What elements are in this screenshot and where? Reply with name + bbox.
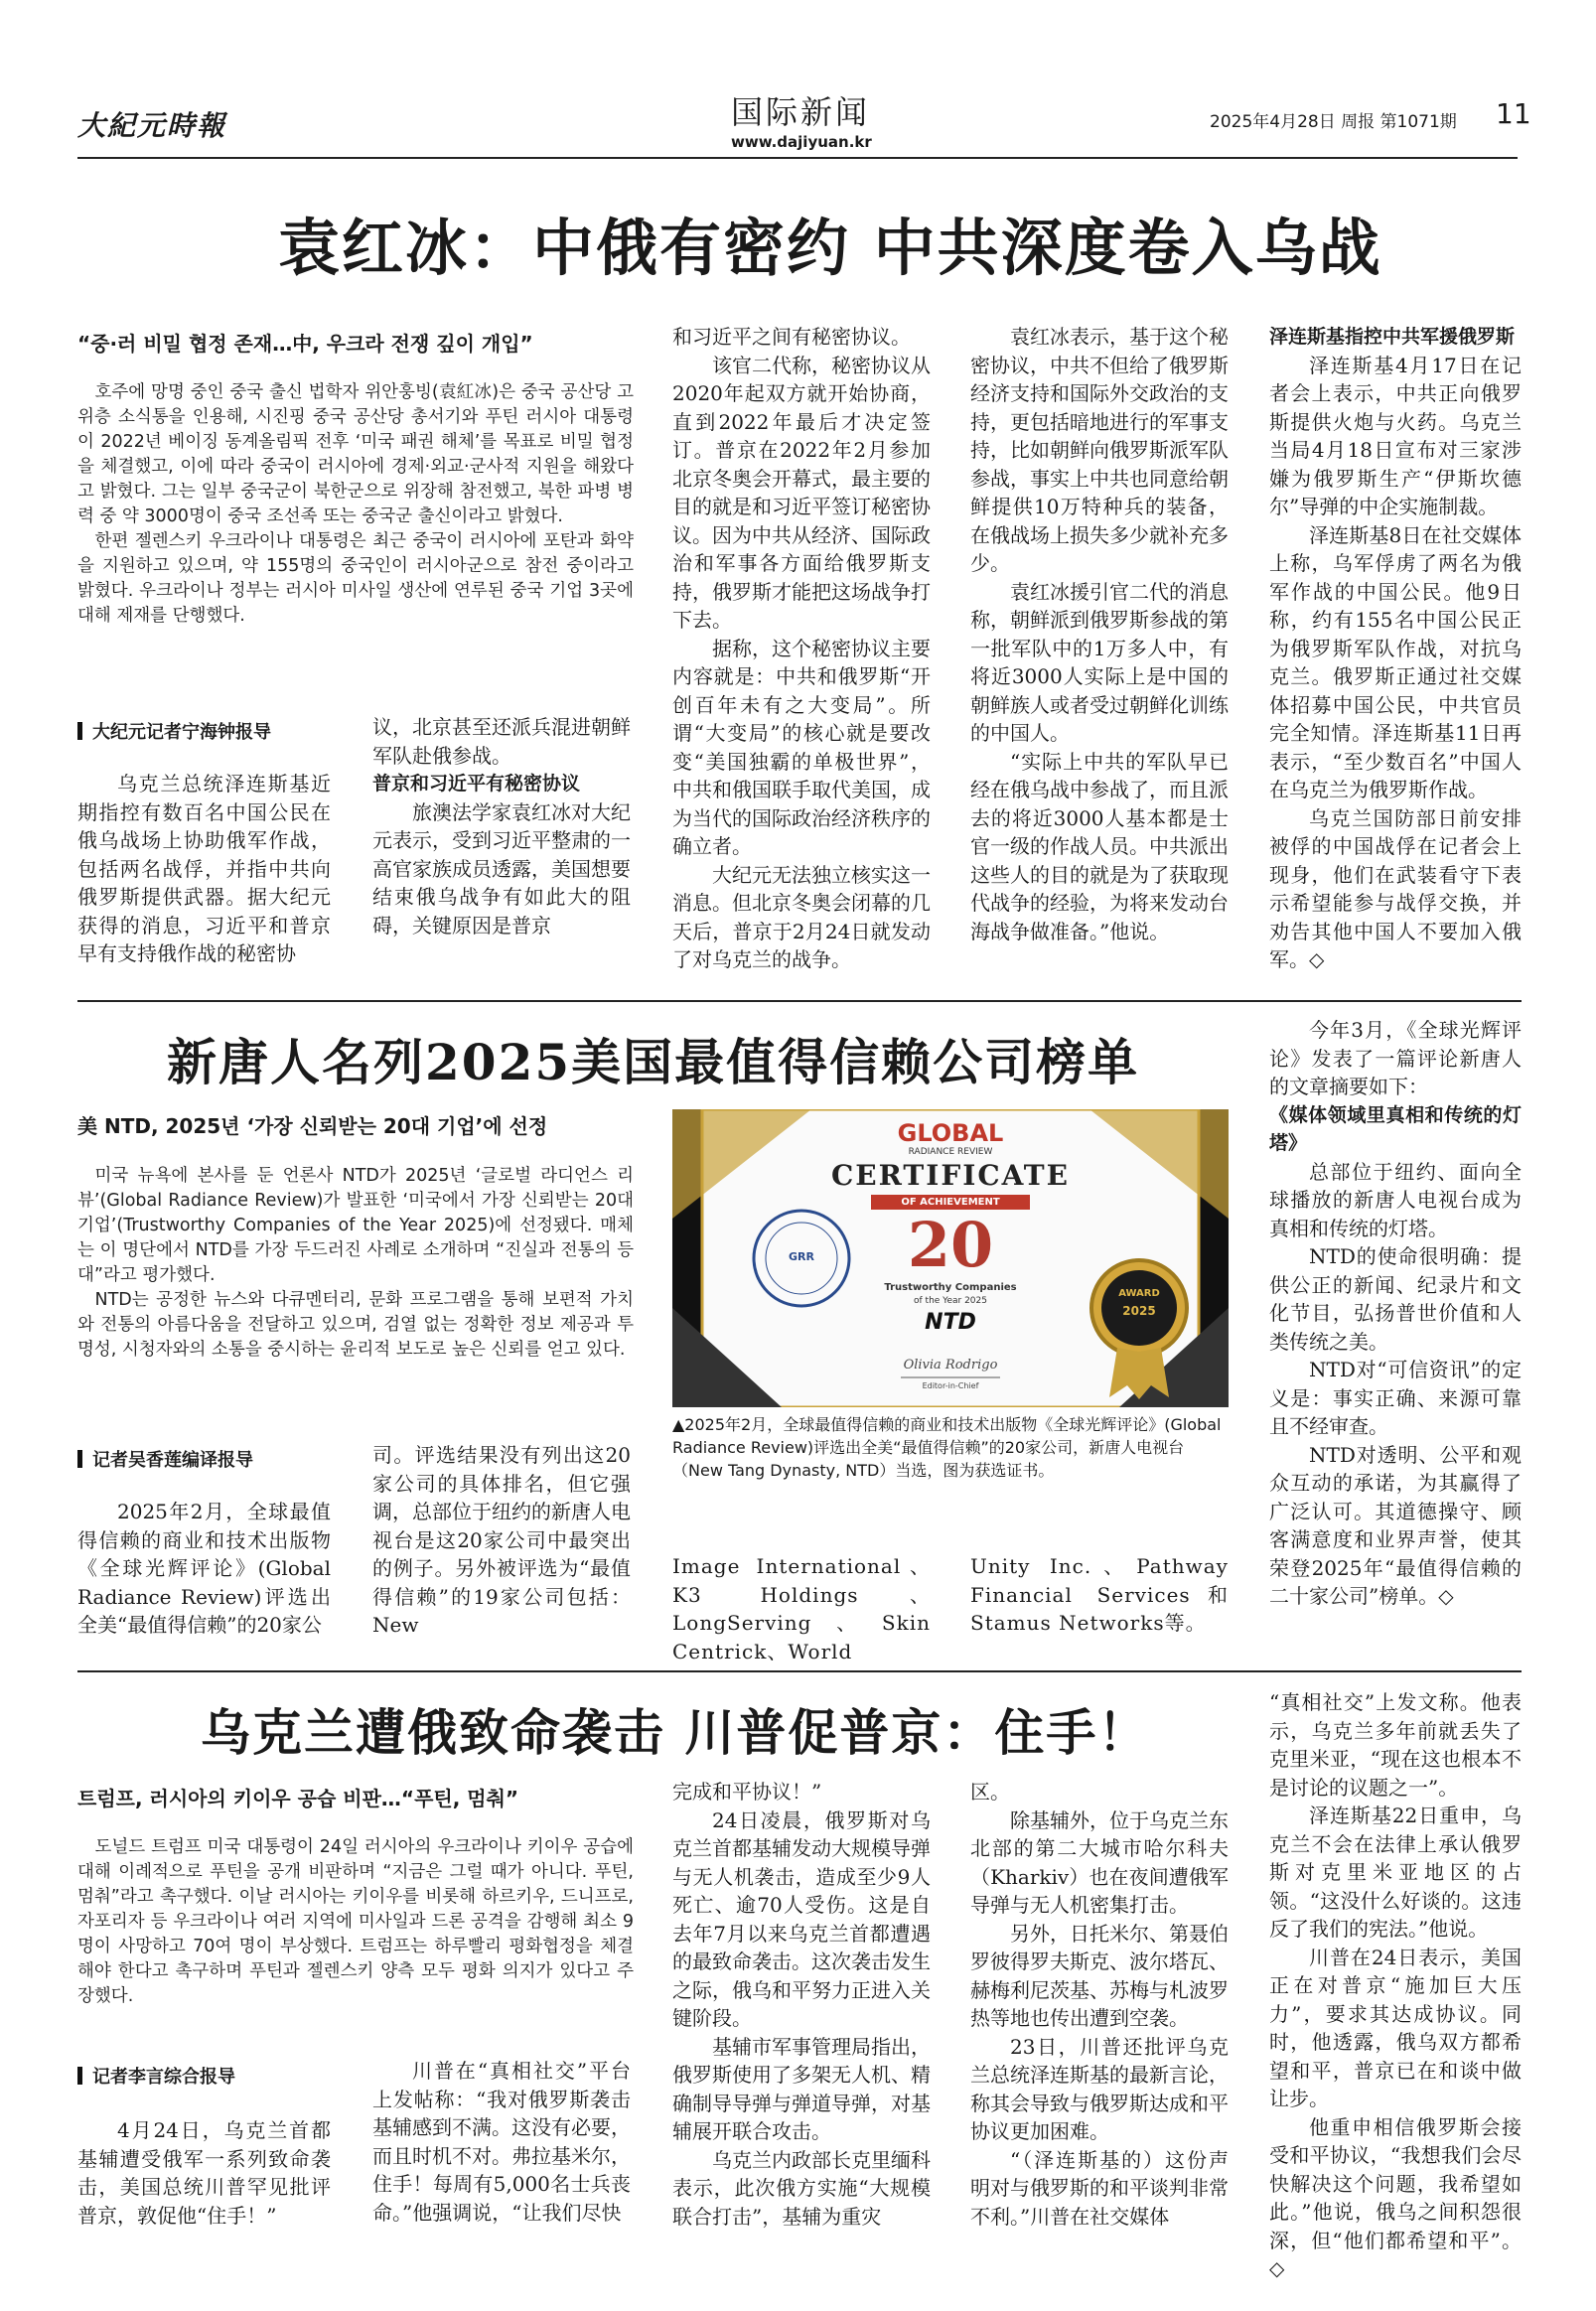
paragraph: 和习近平之间有秘密协议。 (672, 325, 911, 349)
byline-text: 记者吴香莲编译报导 (92, 1450, 253, 1471)
article1-col1 (77, 770, 331, 968)
photo-caption: ▲2025年2月，全球最值得信赖的商业和技术出版物《全球光辉评论》(Global Radiance Review)评选出全美“最值得信赖”的20家公司，新唐人电视台（New Tang Dynasty, NTD）当选，图为获选证书。 (672, 1415, 1222, 1480)
article1-col4 (970, 323, 1229, 945)
paragraph: NTD的使命很明确：提供公正的新闻、纪录片和文化节目，弘扬普世价值和人类传统之美。 (1269, 1244, 1522, 1354)
byline-text: 大纪元记者宁海钟报导 (92, 722, 271, 743)
section-title: 国际新闻 (731, 93, 871, 131)
article3-col3 (672, 1778, 931, 2231)
subhead: 泽连斯基指控中共军援俄罗斯 (1269, 326, 1516, 348)
article2-col1 (77, 1498, 331, 1640)
issue-date: 2025年4月28日 周报 第1071期 (1210, 112, 1457, 132)
article2-ko-paragraph: 미국 뉴욕에 본사를 둔 언론사 NTD가 2025년 ‘글로벌 라디언스 리뷰’(Global Radiance Review)가 발표한 ‘미국에서 가장 신뢰받는 20대 기업’(Trustworthy Companies of the Year 2025)에 선정됐다. 매체는 이 명단에서 NTD를 가장 두드러진 사례로 소개하며 “진실과 전통의 등대”라고 평가했다. (77, 1166, 634, 1285)
byline-text: 记者李言综合报导 (92, 2067, 235, 2088)
article3-ko-paragraph: 도널드 트럼프 미국 대통령이 24일 러시아의 우크라이나 키이우 공습에 대해 이례적으로 푸틴을 공개 비판하며 “지금은 그럴 때가 아니다. 푸틴, 멈춰”라고 촉구했다. 이날 러시아는 키이우를 비롯해 하르키우, 드니프로, 자포리자 등 우크라이나 여러 지역에 미사일과 드론 공격을 감행해 최소 9명이 사망하고 70여 명이 부상했다. 트럼프는 하루빨리 평화협정을 체결해야 한다고 촉구하며 푸틴과 젤렌스키 양측 모두 평화 의지가 있다고 주장했다. (77, 1837, 634, 2006)
paragraph: 旅澳法学家袁红冰对大纪元表示，受到习近平整肃的一高官家族成员透露，美国想要结束俄乌战争有如此大的阻碍，关键原因是普京 (372, 799, 631, 938)
article2-headline: 新唐人名列2025美国最值得信赖公司榜单 (167, 1033, 1140, 1091)
article2-byline (77, 1446, 253, 1472)
article1-col2 (372, 713, 631, 939)
article3-ko-headline: 트럼프, 러시아의 키이우 공습 비판…“푸틴, 멈춰” (77, 1787, 519, 1810)
cert-award: AWARD (1118, 1288, 1160, 1299)
article2-col3 (672, 1552, 931, 1665)
paragraph: NTD对透明、公平和观众互动的承诺，为其赢得了广泛认可。其道德操守、顾客满意度和业界声誉，使其荣登2025年“最值得信赖的二十家公司”榜单。◇ (1269, 1442, 1522, 1608)
paragraph: 乌克兰内政部长克里缅科表示，此次俄方实施“大规模联合打击”，基辅为重灾 (672, 2147, 931, 2229)
paragraph: 大纪元无法独立核实这一消息。但北京冬奥会闭幕的几天后，普京于2月24日就发动了对乌克兰的战争。 (672, 862, 931, 971)
certificate-image (672, 1109, 1229, 1407)
cert-brand-sub: RADIANCE REVIEW (908, 1147, 993, 1157)
paragraph: 2025年2月，全球最值得信赖的商业和技术出版物《全球光辉评论》(Global Radiance Review)评选出全美“最值得信赖”的20家公 (77, 1500, 331, 1637)
cert-number: 20 (907, 1209, 994, 1281)
paragraph: 今年3月，《全球光辉评论》发表了一篇评论新唐人的文章摘要如下： (1269, 1018, 1522, 1098)
paragraph: 23日，川普还批评乌克兰总统泽连斯基的最新言论，称其会导致与俄罗斯达成和平协议更加困难。 (970, 2034, 1229, 2143)
article1-headline: 袁红冰：中俄有密约 中共深度卷入乌战 (278, 212, 1382, 284)
article3-byline (77, 2063, 235, 2089)
article2-col4 (970, 1552, 1229, 1638)
article1-ko-summary (77, 380, 634, 629)
cert-award-year: 2025 (1122, 1304, 1156, 1318)
article1-ko-headline: “중·러 비밀 협정 존재…中, 우크라 전쟁 깊이 개입” (77, 332, 533, 356)
cert-line1: Trustworthy Companies (884, 1282, 1017, 1293)
article3-col4 (970, 1778, 1229, 2231)
cert-signature-title: Editor-in-Chief (922, 1381, 979, 1390)
article2-ko-paragraph: NTD는 공정한 뉴스와 다큐멘터리, 문화 프로그램을 통해 보편적 가치와 전통의 아름다움을 전달하고 있으며, 검열 없는 정확한 정보 제공과 투명성, 시청자와의 소통을 중시하는 윤리적 보도로 높은 신뢰를 얻고 있다. (77, 1290, 634, 1360)
section-rule (77, 1000, 1522, 1002)
masthead-logo: 大紀元時報 (77, 109, 227, 142)
article1-byline (77, 718, 271, 744)
article3-col5 (1269, 1688, 1522, 2283)
paragraph: 议，北京甚至还派兵混进朝鲜军队赴俄参战。 (372, 715, 631, 768)
paragraph: “真相社交”上发文称。他表示，乌克兰多年前就丢失了克里米亚，“现在这也根本不是讨论的议题之一”。 (1269, 1690, 1522, 1800)
paragraph: 泽连斯基22日重申，乌克兰不会在法律上承认俄罗斯对克里米亚地区的占领。“这没什么好谈的。这违反了我们的宪法。”他说。 (1269, 1804, 1522, 1941)
cert-signature: Olivia Rodrigo (903, 1358, 998, 1372)
cert-line2: of the Year 2025 (914, 1296, 987, 1306)
paragraph: 他重申相信俄罗斯会接受和平协议，“我想我们会尽快解决这个问题，我希望如此。”他说，俄乌之间积怨很深，但“他们都希望和平”。◇ (1269, 2114, 1522, 2280)
paragraph: NTD对“可信资讯”的定义是：事实正确、来源可靠且不经审查。 (1269, 1358, 1522, 1438)
article2-col5 (1269, 1016, 1522, 1611)
article3-col2 (372, 2057, 631, 2227)
subhead: 《媒体领域里真相和传统的灯塔》 (1269, 1103, 1522, 1154)
byline-marker (77, 1450, 82, 1468)
paragraph: 司。评选结果没有列出这20家公司的具体排名，但它强调，总部位于纽约的新唐人电视台是这20家公司中最突出的例子。另外被评选为“最值得信赖”的19家公司包括：New (372, 1443, 631, 1637)
cert-ribbon: OF ACHIEVEMENT (871, 1195, 1030, 1210)
subhead: 普京和习近平有秘密协议 (372, 773, 581, 794)
article1-ko-paragraph: 호주에 망명 중인 중국 출신 법학자 위안훙빙(袁紅冰)은 중국 공산당 고위층 소식통을 인용해, 시진핑 중국 공산당 총서기와 푸틴 러시아 대통령이 2022년 베이징 동계올림픽 전후 ‘미국 패권 해체’를 목표로 비밀 협정을 체결했고, 이에 따라 중국이 러시아에 경제·외교·군사적 지원을 해왔다고 밝혔다. 그는 일부 중국군이 북한군으로 위장해 참전했고, 북한 파병 병력 중 약 3000명이 중국 조선족 또는 중국군 출신이라고 밝혔다. (77, 382, 634, 526)
paragraph: 完成和平协议！” (672, 1780, 822, 1804)
paragraph: 袁红冰表示，基于这个秘密协议，中共不但给了俄罗斯经济支持和国际外交政治的支持，更包括暗地进行的军事支持，比如朝鲜向俄罗斯派军队参战，事实上中共也同意给朝鲜提供10万特种兵的装备，在俄战场上损失多少就补充多少。 (970, 325, 1229, 575)
paragraph: Image International、K3 Holdings、LongServing、Skin Centrick、World (672, 1554, 931, 1663)
cert-company: NTD (925, 1310, 976, 1335)
paragraph: Unity Inc.、Pathway Financial Services和Stamus Networks等。 (970, 1554, 1229, 1635)
paragraph: 乌克兰总统泽连斯基近期指控有数百名中国公民在俄乌战场上协助俄军作战，包括两名战俘，并指中共向俄罗斯提供武器。据大纪元获得的消息，习近平和普京早有支持俄作战的秘密协 (77, 772, 331, 965)
paragraph: 乌克兰国防部日前安排被俘的中国战俘在记者会上现身，他们在武装看守下表示希望能参与战俘交换，并劝告其他中国人不要加入俄军。◇ (1269, 805, 1522, 971)
byline-marker (77, 2067, 82, 2085)
paragraph: “实际上中共的军队早已经在俄乌战中参战了，而且派去的将近3000人基本都是士官一级的作战人员。中共派出这些人的目的就是为了获取现代战争的经验，为将来发动台海战争做准备。”他说。 (970, 749, 1229, 943)
paragraph: 基辅市军事管理局指出，俄罗斯使用了多架无人机、精确制导导弹与弹道导弹，对基辅展开联合攻击。 (672, 2034, 931, 2143)
paragraph: “（泽连斯基的）这份声明对与俄罗斯的和平谈判非常不利。”川普在社交媒体 (970, 2147, 1229, 2229)
paragraph: 除基辅外，位于乌克兰东北部的第二大城市哈尔科夫（Kharkiv）也在夜间遭俄军导弹与无人机密集打击。 (970, 1807, 1229, 1917)
article2-ko-summary (77, 1164, 634, 1363)
paragraph: 据称，这个秘密协议主要内容就是：中共和俄罗斯“开创百年未有之大变局”。所谓“大变局”的核心就是要改变“美国独霸的单极世界”，中共和俄国联手取代美国，成为当代的国际政治经济秩序的确立者。 (672, 636, 931, 858)
cert-title: CERTIFICATE (831, 1159, 1070, 1192)
byline-marker (77, 722, 82, 740)
article1-ko-paragraph: 한편 젤렌스키 우크라이나 대통령은 최근 중국이 러시아에 포탄과 화약을 지원하고 있으며, 약 155명의 중국인이 러시아군으로 참전 중이라고 밝혔다. 우크라이나 정부는 러시아 미사일 생산에 연루된 중국 기업 3곳에 대해 제재를 단행했다. (77, 531, 634, 626)
paragraph: 另外，日托米尔、第聂伯罗彼得罗夫斯克、波尔塔瓦、赫梅利尼茨基、苏梅与札波罗热等地也传出遭到空袭。 (970, 1921, 1229, 2030)
paragraph: 总部位于纽约、面向全球播放的新唐人电视台成为真相和传统的灯塔。 (1269, 1159, 1522, 1240)
header-rule (77, 157, 1518, 159)
section-rule (77, 1670, 1522, 1672)
paragraph: 泽连斯基8日在社交媒体上称，乌军俘虏了两名为俄军作战的中国公民。他9日称，约有155名中国公民正为俄罗斯军队作战，对抗乌克兰。俄罗斯正通过社交媒体招募中国公民，中共官员完全知情。泽连斯基11日再表示，“至少数百名”中国人在乌克兰为俄罗斯作战。 (1269, 522, 1522, 801)
page-number: 11 (1496, 97, 1531, 130)
article1-col5 (1269, 323, 1522, 974)
site-url: www.dajiyuan.kr (731, 133, 872, 151)
paragraph: 4月24日，乌克兰首都基辅遭受俄军一系列致命袭击，美国总统川普罕见批评普京，敦促他“住手！” (77, 2118, 331, 2228)
article3-col1 (77, 2116, 331, 2230)
paragraph: 泽连斯基4月17日在记者会上表示，中共正向俄罗斯提供火炮与火药。乌克兰当局4月18日宣布对三家涉嫌为俄罗斯生产“伊斯坎德尔”导弹的中企实施制裁。 (1269, 353, 1522, 518)
paragraph: 川普在24日表示，美国正在对普京“施加巨大压力”，要求其达成协议。同时，他透露，俄乌双方都希望和平，普京已在和谈中做让步。 (1269, 1945, 1522, 2110)
paragraph: 袁红冰援引官二代的消息称，朝鲜派到俄罗斯参战的第一批军队中的1万多人中，有将近3000人实际上是中国的朝鲜族人或者受过朝鲜化训练的中国人。 (970, 579, 1229, 745)
article1-col3 (672, 323, 931, 974)
paragraph: 24日凌晨，俄罗斯对乌克兰首都基辅发动大规模导弹与无人机袭击，造成至少9人死亡、逾70人受伤。这是自去年7月以来乌克兰首都遭遇的最致命袭击。这次袭击发生之际，俄乌和平努力正进入关键阶段。 (672, 1807, 931, 2030)
paragraph: 该官二代称，秘密协议从2020年起双方就开始协商，直到2022年最后才决定签订。普京在2022年2月参加北京冬奥会开幕式，最主要的目的就是和习近平签订秘密协议。因为中共从经济、国际政治和军事各方面给俄罗斯支持，俄罗斯才能把这场战争打下去。 (672, 353, 931, 632)
cert-seal-text: GRR (789, 1250, 814, 1263)
article3-headline: 乌克兰遭俄致命袭击 川普促普京：住手！ (201, 1703, 1150, 1762)
article3-ko-summary (77, 1835, 634, 2009)
paragraph: 区。 (970, 1780, 1010, 1804)
paragraph: 川普在“真相社交”平台上发帖称：“我对俄罗斯袭击基辅感到不满。这没有必要，而且时机不对。弗拉基米尔，住手！每周有5,000名士兵丧命。”他强调说，“让我们尽快 (372, 2059, 631, 2225)
article2-col2 (372, 1441, 631, 1640)
cert-brand: GLOBAL (897, 1119, 1004, 1147)
article2-ko-headline: 美 NTD, 2025년 ‘가장 신뢰받는 20대 기업’에 선정 (77, 1114, 548, 1138)
